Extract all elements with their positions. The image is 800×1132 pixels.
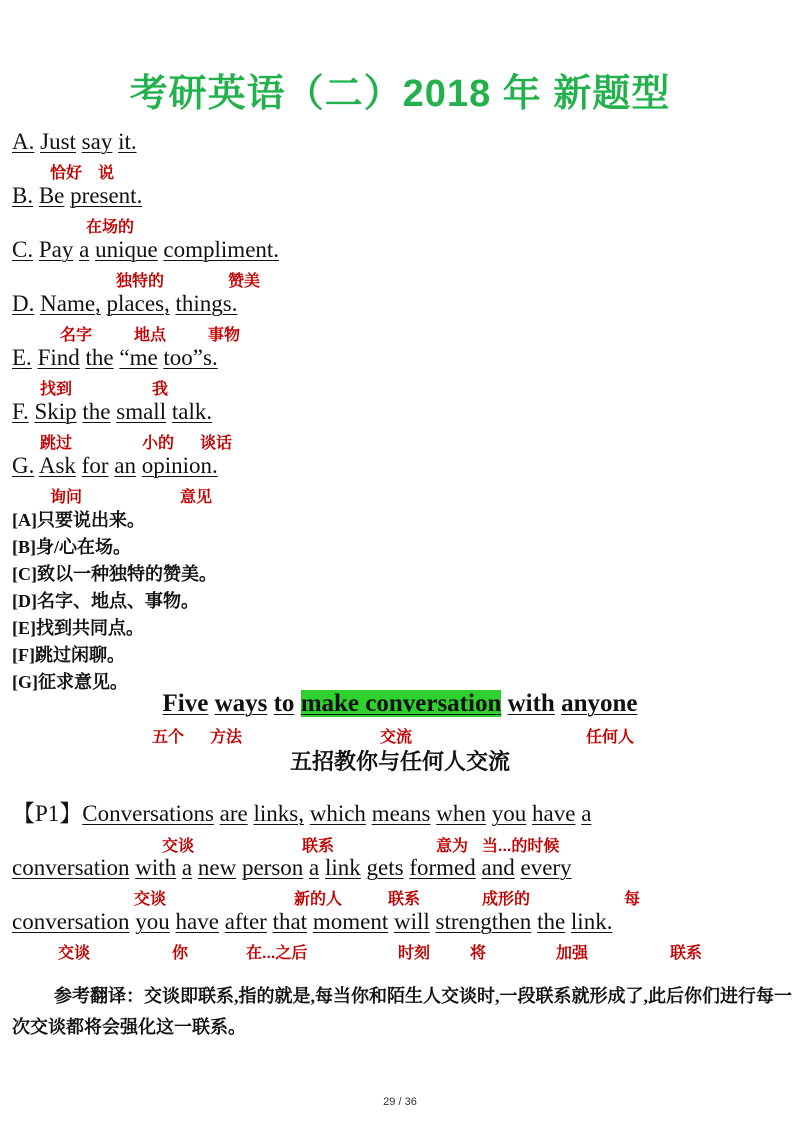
option-d — [12, 290, 238, 318]
gloss: 将 — [470, 945, 487, 962]
title-word: with — [507, 690, 555, 717]
option-e-glosses — [0, 376, 800, 398]
option-e — [12, 344, 218, 372]
gloss: 交流 — [380, 729, 413, 746]
para-word: strengthen — [435, 909, 532, 934]
gloss: 新的人 — [294, 891, 343, 908]
option-word: Just — [40, 129, 76, 154]
paragraph-label: 【P1】 — [12, 801, 83, 826]
option-word: unique — [95, 237, 158, 262]
para-word: formed — [409, 855, 476, 880]
option-f-glosses — [0, 430, 800, 452]
option-g-glosses — [0, 484, 800, 506]
reference-label: 参考翻译： — [54, 986, 144, 1006]
paragraph-glosses — [0, 940, 800, 962]
para-word: have — [175, 909, 219, 934]
option-g — [12, 452, 218, 480]
para-word: means — [371, 801, 431, 826]
option-word: a — [79, 237, 90, 262]
option-word: present. — [70, 183, 143, 208]
gloss: 时刻 — [398, 945, 431, 962]
para-word: links, — [253, 801, 304, 826]
option-a — [12, 128, 137, 156]
gloss: 意为 — [436, 838, 469, 855]
option-word: compliment. — [163, 237, 280, 262]
option-a-glosses — [0, 160, 800, 182]
paragraph-glosses — [0, 833, 800, 855]
title-word: Five — [162, 690, 209, 717]
gloss: 找到 — [40, 381, 73, 398]
option-f — [12, 398, 212, 426]
gloss: 成形的 — [482, 891, 531, 908]
para-word: are — [219, 801, 248, 826]
para-word: the — [537, 909, 566, 934]
option-word: Find — [37, 345, 80, 370]
option-c — [12, 236, 279, 264]
gloss: 我 — [152, 381, 169, 398]
option-word: too”s. — [163, 345, 218, 370]
para-word: moment — [312, 909, 389, 934]
option-word: A. — [12, 129, 35, 154]
gloss: 谈话 — [200, 435, 233, 452]
title-word: anyone — [561, 690, 638, 717]
gloss: 事物 — [208, 327, 241, 344]
option-word: G. — [12, 453, 35, 478]
para-word: and — [481, 855, 515, 880]
option-b-glosses — [0, 214, 800, 236]
paragraph-line — [12, 908, 612, 936]
option-word: B. — [12, 183, 34, 208]
option-word: it. — [118, 129, 137, 154]
para-word: conversation — [12, 909, 130, 934]
gloss: 在场的 — [86, 219, 135, 236]
gloss: 独特的 — [116, 273, 165, 290]
paragraph-line — [12, 854, 572, 882]
gloss: 交谈 — [134, 891, 167, 908]
para-word: a — [181, 855, 193, 880]
translation-item: [F]跳过闲聊。 — [12, 645, 125, 665]
gloss: 交谈 — [58, 945, 91, 962]
option-word: Name, — [40, 291, 101, 316]
option-word: things. — [175, 291, 238, 316]
option-word: small — [116, 399, 167, 424]
gloss: 你 — [172, 945, 189, 962]
option-b — [12, 182, 142, 210]
para-word: a — [309, 855, 320, 880]
page-number: 29 / 36 — [383, 1096, 417, 1108]
para-word: after — [224, 909, 267, 934]
article-title-translation: 五招教你与任何人交流 — [289, 749, 510, 774]
translation-item: [B]身/心在场。 — [12, 537, 131, 557]
reference-text: 交谈即联系,指的就是,每当你和陌生人交谈时,一段联系就形成了,此后你们进行每一次交谈都将会强化这一联系。 — [12, 986, 792, 1037]
option-word: Be — [38, 183, 65, 208]
gloss: 联系 — [388, 891, 421, 908]
gloss: 赞美 — [228, 273, 261, 290]
title-word: ways — [214, 690, 268, 717]
translation-item: [A]只要说出来。 — [12, 510, 145, 530]
option-word: the — [82, 399, 111, 424]
para-word: you — [491, 801, 527, 826]
gloss: 询问 — [50, 489, 83, 506]
gloss: 任何人 — [586, 729, 635, 746]
option-word: E. — [12, 345, 32, 370]
option-d-glosses — [0, 322, 800, 344]
gloss: 方法 — [210, 729, 243, 746]
translation-item: [G]征求意见。 — [12, 672, 128, 692]
option-word: places, — [106, 291, 170, 316]
gloss: 跳过 — [40, 435, 73, 452]
para-word: have — [532, 801, 576, 826]
para-word: every — [520, 855, 572, 880]
para-word: link — [325, 855, 361, 880]
article-title — [0, 690, 800, 718]
gloss: 意见 — [180, 489, 213, 506]
translation-list — [12, 507, 217, 696]
gloss: 恰好 — [50, 165, 83, 182]
highlighted-phrase: make conversation — [300, 690, 502, 717]
para-word: link. — [570, 909, 613, 934]
translation-item: [E]找到共同点。 — [12, 618, 144, 638]
option-word: D. — [12, 291, 35, 316]
gloss: 说 — [98, 165, 115, 182]
para-word: new — [197, 855, 237, 880]
page-title: 考研英语（二）2018 年 新题型 — [129, 73, 671, 115]
para-word: person — [241, 855, 304, 880]
option-word: an — [114, 453, 136, 478]
para-word: a — [581, 801, 592, 826]
para-word: that — [272, 909, 308, 934]
para-word: you — [135, 909, 170, 934]
title-word: to — [273, 690, 295, 717]
gloss: 名字 — [60, 327, 93, 344]
paragraph-line — [12, 800, 591, 828]
gloss: 联系 — [670, 945, 703, 962]
option-word: talk. — [171, 399, 213, 424]
gloss: 联系 — [302, 838, 335, 855]
para-word: will — [393, 909, 430, 934]
para-word: when — [436, 801, 487, 826]
article-title-glosses — [0, 724, 800, 746]
option-c-glosses — [0, 268, 800, 290]
option-word: the — [85, 345, 114, 370]
translation-item: [C]致以一种独特的赞美。 — [12, 564, 217, 584]
gloss: 小的 — [142, 435, 175, 452]
para-word: gets — [366, 855, 404, 880]
para-word: conversation — [12, 855, 130, 880]
para-word: Conversations — [82, 801, 214, 826]
option-word: C. — [12, 237, 34, 262]
para-word: which — [309, 801, 366, 826]
option-word: Skip — [34, 399, 77, 424]
option-word: say — [81, 129, 113, 154]
option-word: Pay — [38, 237, 74, 262]
reference-translation — [12, 981, 792, 1043]
gloss: 交谈 — [162, 838, 195, 855]
option-word: “me — [119, 345, 158, 370]
option-word: Ask — [38, 453, 76, 478]
para-word: with — [135, 855, 177, 880]
option-word: opinion. — [141, 453, 218, 478]
gloss: 每 — [624, 891, 641, 908]
gloss: 地点 — [134, 327, 167, 344]
paragraph-glosses — [0, 886, 800, 908]
gloss: 加强 — [556, 945, 589, 962]
translation-item: [D]名字、地点、事物。 — [12, 591, 199, 611]
option-word: for — [81, 453, 109, 478]
gloss: 五个 — [152, 729, 185, 746]
gloss: 在...之后 — [246, 945, 308, 962]
gloss: 当...的时候 — [482, 838, 560, 855]
option-word: F. — [12, 399, 29, 424]
